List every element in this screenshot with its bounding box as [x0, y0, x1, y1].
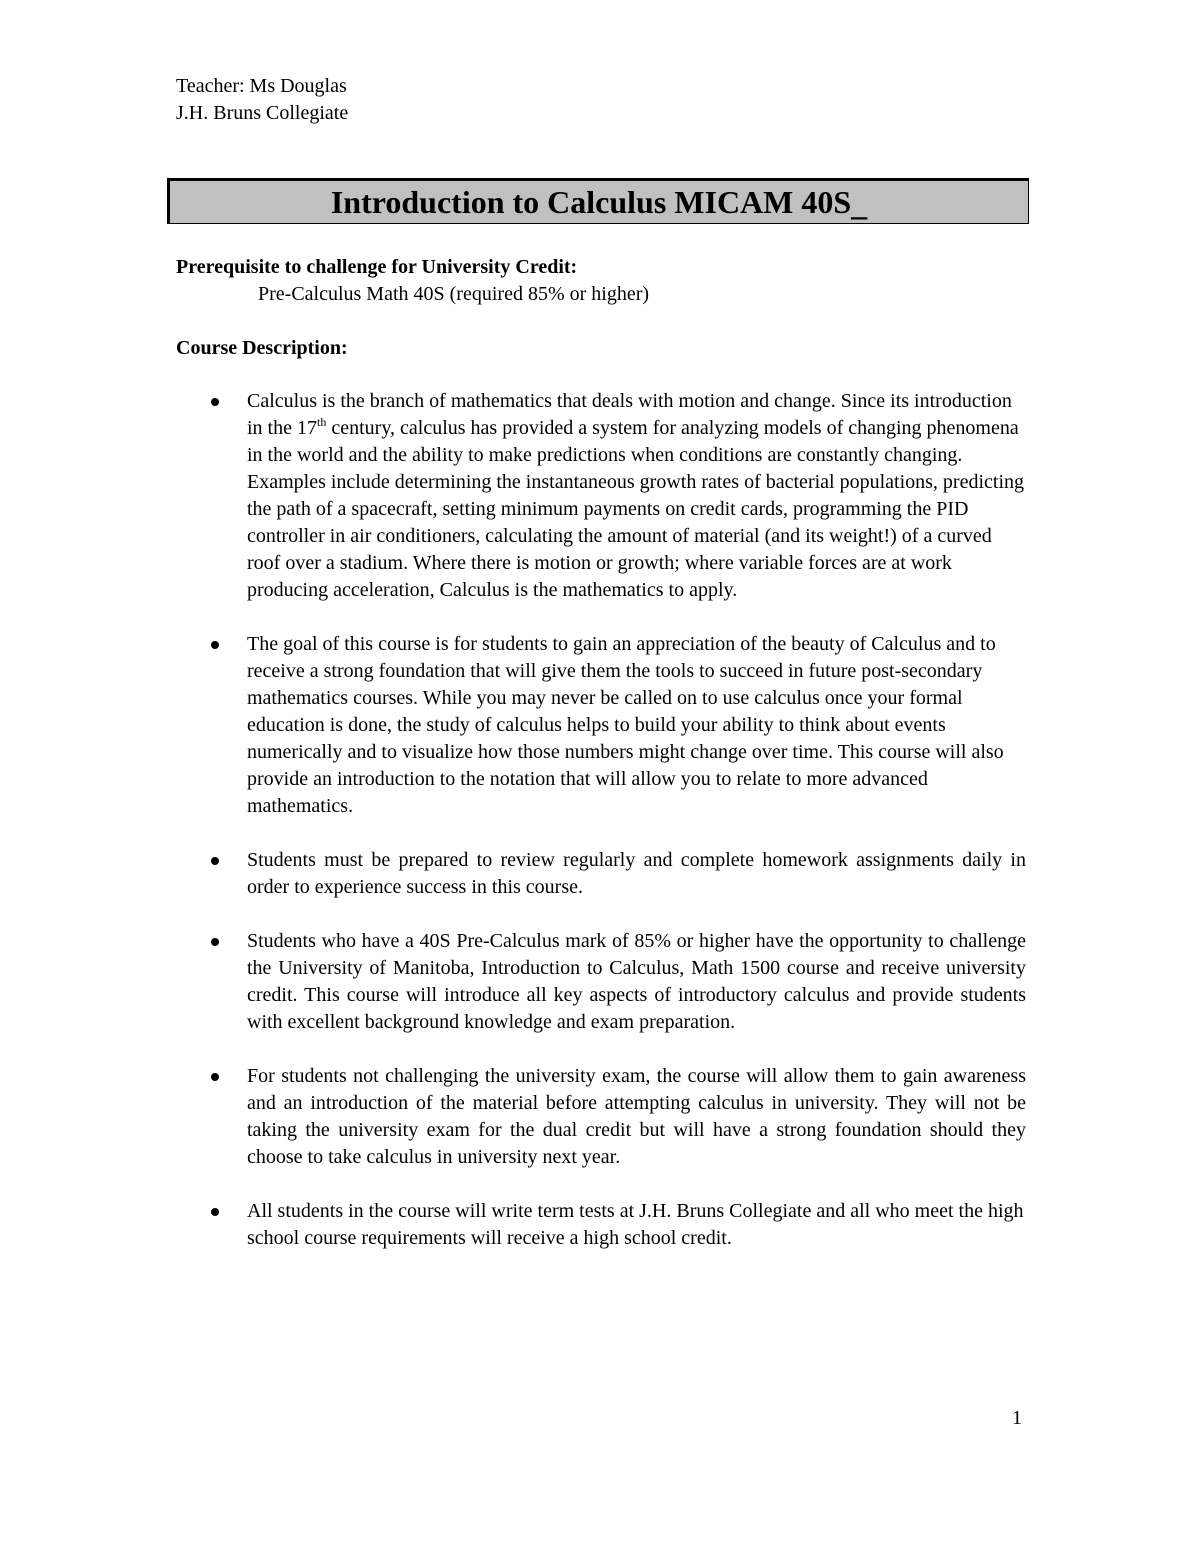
prerequisite-value: Pre-Calculus Math 40S (required 85% or higher) — [258, 283, 650, 305]
course-description-list — [176, 388, 1026, 1279]
list-item-text: All students in the course will write term tests at J.H. Bruns Collegiate and all who meet the high school course requirements will receive a high school credit. — [247, 1200, 1024, 1249]
school-line: J.H. Bruns Collegiate — [176, 102, 349, 124]
title-banner — [167, 178, 1029, 224]
teacher-line: Teacher: Ms Douglas — [176, 75, 347, 97]
list-item-text — [247, 388, 1026, 604]
list-item — [176, 847, 1026, 901]
list-item-text: Students must be prepared to review regularly and complete homework assignments daily in order to experience success in this course. — [247, 849, 1026, 898]
page-title: Introduction to Calculus MICAM 40S — [330, 184, 852, 220]
page-number: 1 — [1012, 1407, 1022, 1429]
bullet-icon — [211, 1073, 219, 1081]
list-item-text: The goal of this course is for students to gain an appreciation of the beauty of Calculus and to receive a strong foundation that will give them the tools to succeed in future post-secondary mathematics courses. While you may never be called on to use calculus once your formal education is done, the study of calculus helps to build your ability to think about events numerically and to visualize how those numbers might change over time. This course will also provide an introduction to the notation that will allow you to relate to more advanced mathematics. — [247, 633, 1004, 817]
course-description-heading: Course Description: — [176, 337, 348, 359]
list-item-text: Students who have a 40S Pre-Calculus mark of 85% or higher have the opportunity to challenge the University of Manitoba, Introduction to Calculus, Math 1500 course and receive university credit. This course will introduce all key aspects of introductory calculus and provide students with excellent background knowledge and exam preparation. — [247, 930, 1026, 1033]
list-item-text-part: Calculus is the branch of mathematics that deals with motion and change. Since its introduction in the 17 — [247, 390, 1012, 439]
list-item — [176, 388, 1026, 604]
bullet-icon — [211, 398, 219, 406]
bullet-icon — [211, 1208, 219, 1216]
document-header — [176, 73, 348, 127]
bullet-icon — [211, 641, 219, 649]
superscript-ordinal: th — [317, 415, 327, 429]
prerequisite-heading: Prerequisite to challenge for University Credit: — [176, 256, 578, 278]
title-trailing-underscore: _ — [851, 186, 868, 222]
bullet-icon — [211, 938, 219, 946]
list-item — [176, 1063, 1026, 1171]
list-item-text: For students not challenging the university exam, the course will allow them to gain awareness and an introduction of the material before attempting calculus in university. They will not be taking the university exam for the dual credit but will have a strong foundation should they choose to take calculus in university next year. — [247, 1065, 1026, 1168]
list-item — [176, 631, 1026, 820]
bullet-icon — [211, 857, 219, 865]
list-item — [176, 928, 1026, 1036]
list-item — [176, 1198, 1026, 1252]
list-item-text-part: century, calculus has provided a system for analyzing models of changing phenomena in the world and the ability to make predictions when conditions are constantly changing. Examples include determining the instantaneous growth rates of bacterial populations, predicting the path of a spacecraft, setting minimum payments on credit cards, programming the PID controller in air conditioners, calculating the amount of material (and its weight!) of a curved roof over a stadium. Where there is motion or growth; where variable forces are at work producing acceleration, Calculus is the mathematics to apply. — [247, 417, 1025, 601]
